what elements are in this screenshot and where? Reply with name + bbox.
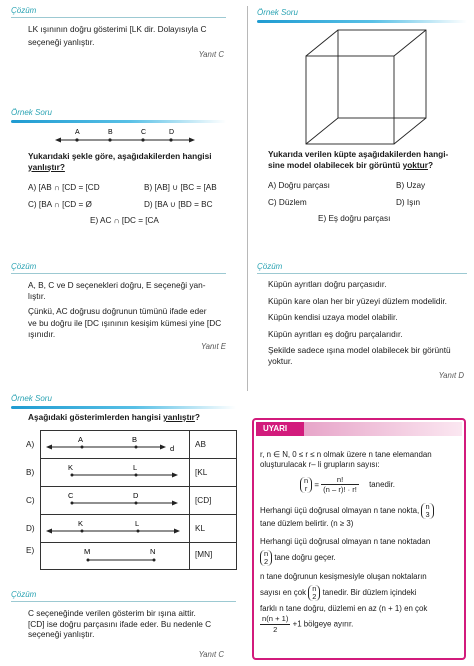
solution-line: LK ışınının doğru gösterimi [LK dir. Dolayısıyla C [28,24,207,34]
solution-heading: Çözüm [257,262,283,271]
point-label: L [133,463,138,472]
binomial: n 3 [421,503,433,519]
answer-label: Yanıt D [438,371,464,380]
warning-content [260,450,464,635]
solution-line: Küpün kendisi uzaya model olabilir. [268,312,398,323]
option-e[interactable]: E) AC ∩ [DC = [CA [90,216,159,225]
option-d[interactable]: D) [BA ∪ [BD = BC [144,200,213,209]
solution-text [28,280,230,340]
notation-cell: [CD] [195,496,212,505]
warning-tag: UYARI [256,422,304,436]
solution-heading-rule [257,273,467,274]
solution-heading: Çözüm [11,6,37,15]
notation-cell: [KL [195,468,208,477]
warning-line: sayısı en çok n 2 tanedir. Bir düzlem içindeki [260,584,417,601]
option-e[interactable]: E) Eş doğru parçası [318,214,391,223]
point-label-d: D [169,129,175,136]
line-label: d [170,444,175,453]
solution-text [28,24,228,47]
warning-line: n tane doğrunun kesişmesiyle oluşan noktaların [260,571,427,581]
warning-line: r, n ∈ N, 0 ≤ r ≤ n olmak üzere n tane elemandan [260,450,432,459]
solution-line: A, B, C ve D seçenekleri doğru, E seçeneği yan- [28,280,206,290]
solution-line: seçeneği yanlıştır. [28,629,95,640]
solution-line: [CD] ise doğru parçasını ifade eder. Bu nedenle C [28,618,212,629]
fraction: $\frac{n!}{(n - r)! \cdot r!}$ [323,474,357,495]
point-label: L [135,519,140,528]
point-label-b: B [108,129,113,136]
fraction: $\frac{n(n + 1)}{2}$ [262,613,289,634]
example-label: Örnek Soru [257,8,298,17]
example-rule [257,20,467,23]
notation-cell: AB [195,440,206,449]
question-line: sine model olabilecek bir görüntü yoktur? [268,159,434,170]
point-label: M [84,547,91,556]
question-text: Aşağıdaki gösterimlerden hangisi yanlıştır? [28,412,200,422]
option-a[interactable]: A) [AB ∩ [CD = [CD [28,183,100,192]
answer-label: Yanıt C [198,50,224,59]
question-emphasis: yanlıştır? [28,161,65,172]
cube-figure [300,26,430,148]
solution-line: C seçeneğinde verilen gösterim bir ışına aittir. [28,608,196,618]
example-rule [11,406,236,409]
solution-text [268,279,468,367]
solution-line: seçeneği yanlıştır. [28,36,95,47]
option-a[interactable]: A) Doğru parçası [268,181,330,190]
warning-line: tane düzlem belirtir. (n ≥ 3) [260,518,354,528]
question-text [268,149,468,170]
example-label: Örnek Soru [11,108,52,117]
example-label: Örnek Soru [11,394,52,403]
solution-line: Çünkü, AC doğrusu doğrunun tümünü ifade eder [28,306,207,317]
example-rule [11,120,226,123]
row-label-a[interactable]: A) [26,440,35,449]
solution-line: Küpün kare olan her bir yüzeyi düzlem modelidir. [268,295,447,306]
figure-row-b [46,460,184,484]
notation-cell: [MN] [195,550,213,559]
point-label: K [68,463,74,472]
warning-line: n 2 tane doğru geçer. [260,550,464,566]
figure-row-d [46,516,184,540]
question-line: Yukarıda verilen küpte aşağıdakilerden hangi- [268,149,449,159]
figure-row-c [46,488,184,512]
option-b[interactable]: B) Uzay [396,181,426,190]
warning-line: oluşturulacak r– li grupların sayısı: [260,460,380,470]
solution-line: Şekilde sadece ışına model olabilecek bir görüntü [268,345,451,356]
point-label: B [132,435,138,444]
combination-formula: n r = $\frac{n!}{(n - r)! \cdot r!}$ tanedir. [300,475,464,496]
solution-line: ve bu doğru ile [DC ışınının kesişim kümesi yine [DC [28,317,222,328]
number-line-figure [55,126,195,148]
solution-line: lıştır. [28,291,46,302]
point-label: N [150,547,156,556]
binomial: n 2 [308,585,320,601]
point-label: D [133,491,139,500]
warning-line: Herhangi üçü doğrusal olmayan n tane noktadan [260,537,431,547]
binomial: n 2 [260,550,272,566]
solution-line: Küpün ayrıtları eş doğru parçalarıdır. [268,328,403,339]
row-label-d[interactable]: D) [26,524,35,533]
option-c[interactable]: C) Düzlem [268,198,307,207]
warning-line: farklı n tane doğru, düzlemi en az (n + 1) en çok [260,603,428,613]
table-row-rule [40,458,237,459]
row-label-b[interactable]: B) [26,468,35,477]
answer-label: Yanıt C [198,650,224,659]
solution-heading: Çözüm [11,262,37,271]
question-line: Yukarıdaki şekle göre, aşağıdakilerden hangisi [28,151,212,161]
option-d[interactable]: D) Işın [396,198,421,207]
warning-line: $\frac{n(n + 1)}{2}$ +1 bölgeye ayırır. [262,613,354,634]
solution-heading: Çözüm [11,590,37,599]
figure-row-e [46,543,184,569]
warning-line: Herhangi üçü doğrusal olmayan n tane nokta, n 3 [260,503,464,519]
point-label-a: A [75,129,80,136]
warning-tag-bar [304,422,462,436]
solution-text [28,608,233,640]
point-label: K [78,519,84,528]
option-b[interactable]: B) [AB] ∪ [BC = [AB [144,183,217,192]
table-row-rule [40,486,237,487]
solution-heading-rule [11,17,226,18]
row-label-e[interactable]: E) [26,546,35,555]
point-label: C [68,491,74,500]
answer-label: Yanıt E [201,342,226,351]
solution-heading-rule [11,273,226,274]
row-label-c[interactable]: C) [26,496,35,505]
binomial: n r [300,477,312,493]
point-label-c: C [141,129,147,136]
solution-line: yoktur. [268,356,293,367]
table-divider [189,430,190,570]
solution-heading-rule [11,601,236,602]
figure-row-a [46,432,184,456]
notation-cell: KL [195,524,206,533]
point-label: A [78,435,84,444]
solution-line: Küpün ayrıtları doğru parçasıdır. [268,279,387,289]
option-c[interactable]: C) [BA ∩ [CD = Ø [28,200,92,209]
question-text [28,151,233,172]
solution-line: ışınıdır. [28,328,56,339]
table-row-rule [40,514,237,515]
column-divider [247,6,248,391]
